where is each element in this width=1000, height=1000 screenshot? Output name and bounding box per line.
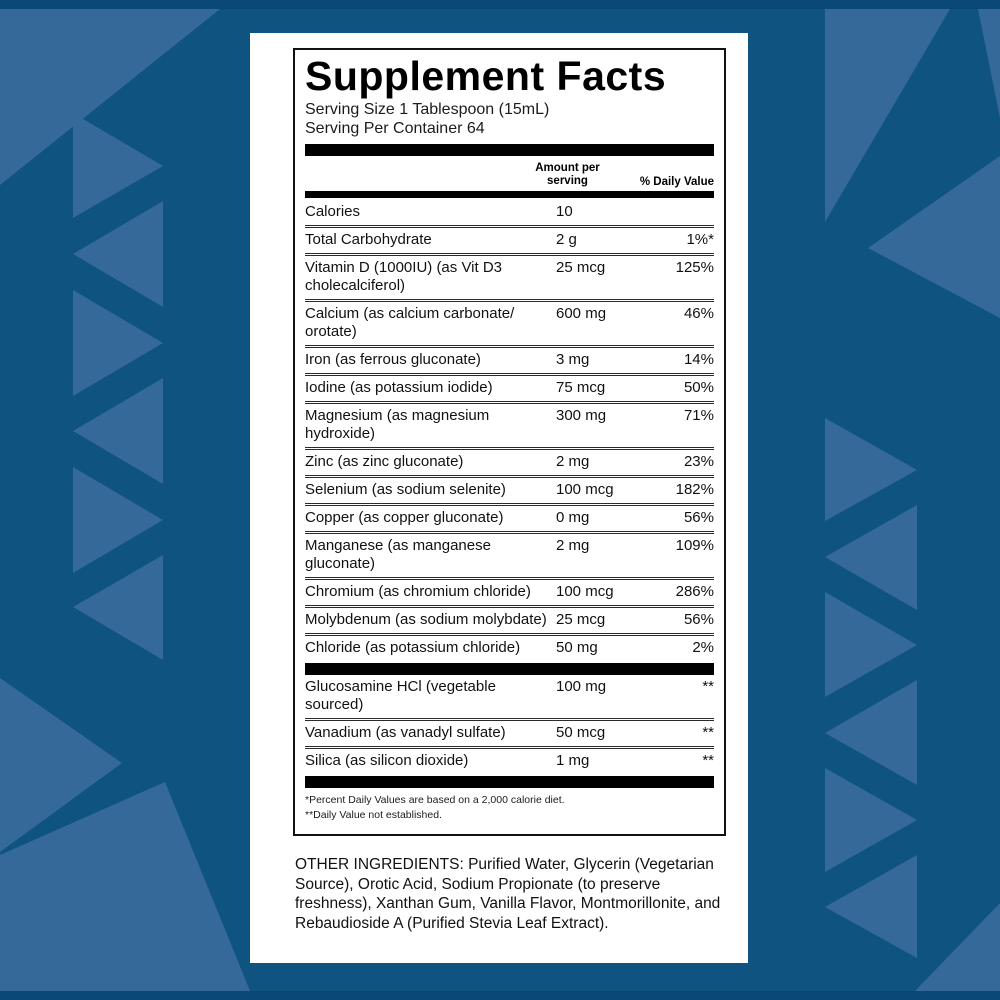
table-row bbox=[305, 636, 714, 661]
nutrient-name: Calories bbox=[305, 203, 361, 221]
footnote-daily-values: *Percent Daily Values are based on a 2,000 calorie diet. bbox=[305, 794, 565, 807]
nutrient-amount: 0 mg bbox=[556, 509, 590, 527]
divider-bar-thick bbox=[305, 144, 714, 156]
other-ingredients-text: OTHER INGREDIENTS: Purified Water, Glycerin (Vegetarian Source), Orotic Acid, Sodium Propionate (to preserve freshness), Xanthan Gum, Vanilla Flavor, Montmorillonite, and Rebaudioside A (Purified Stevia Leaf Extract). bbox=[295, 856, 721, 933]
supplement-label-panel bbox=[250, 33, 748, 963]
column-header-row bbox=[305, 156, 714, 191]
nutrient-daily-value: ** bbox=[702, 752, 714, 770]
nutrient-daily-value: 2% bbox=[692, 639, 714, 657]
nutrient-amount: 100 mg bbox=[556, 678, 607, 696]
footnotes bbox=[305, 788, 714, 825]
table-row bbox=[305, 608, 714, 633]
nutrient-amount: 3 mg bbox=[556, 351, 590, 369]
nutrient-amount: 2 mg bbox=[556, 537, 590, 555]
nutrient-daily-value: 46% bbox=[683, 305, 714, 323]
nutrient-amount: 75 mcg bbox=[556, 379, 606, 397]
nutrient-daily-value: 109% bbox=[675, 537, 714, 555]
nutrient-name: Molybdenum (as sodium molybdate) bbox=[305, 611, 547, 629]
footnote-not-established: **Daily Value not established. bbox=[305, 809, 442, 822]
nutrient-daily-value: 14% bbox=[683, 351, 714, 369]
table-row bbox=[305, 675, 714, 718]
nutrient-amount: 50 mg bbox=[556, 639, 598, 657]
table-row bbox=[305, 302, 714, 345]
nutrient-daily-value: ** bbox=[702, 678, 714, 696]
nutrient-name: Iron (as ferrous gluconate) bbox=[305, 351, 481, 369]
amount-header-line1: Amount per bbox=[535, 161, 600, 174]
top-edge-bar bbox=[0, 0, 1000, 9]
amount-per-serving-header bbox=[505, 162, 630, 188]
nutrient-amount: 25 mcg bbox=[556, 259, 606, 277]
nutrient-name: Copper (as copper gluconate) bbox=[305, 509, 504, 527]
nutrient-name: Calcium (as calcium carbonate/ orotate) bbox=[305, 305, 515, 341]
table-row bbox=[305, 348, 714, 373]
nutrient-amount: 50 mcg bbox=[556, 724, 606, 742]
divider-bar-mid bbox=[305, 191, 714, 198]
nutrient-name: Magnesium (as magnesium hydroxide) bbox=[305, 407, 490, 443]
daily-value-header: % Daily Value bbox=[639, 176, 714, 189]
nutrient-name: Silica (as silicon dioxide) bbox=[305, 752, 469, 770]
nutrient-daily-value: 182% bbox=[675, 481, 714, 499]
table-row bbox=[305, 721, 714, 746]
nutrient-amount: 1 mg bbox=[556, 752, 590, 770]
nutrient-amount: 2 g bbox=[556, 231, 577, 249]
table-row bbox=[305, 256, 714, 299]
nutrient-name: Iodine (as potassium iodide) bbox=[305, 379, 493, 397]
nutrient-amount: 300 mg bbox=[556, 407, 607, 425]
table-row bbox=[305, 534, 714, 577]
nutrient-name: Glucosamine HCl (vegetable sourced) bbox=[305, 678, 496, 714]
table-row bbox=[305, 749, 714, 774]
table-row bbox=[305, 228, 714, 253]
nutrient-name: Total Carbohydrate bbox=[305, 231, 432, 249]
nutrient-daily-value: 71% bbox=[683, 407, 714, 425]
nutrient-name: Chloride (as potassium chloride) bbox=[305, 639, 521, 657]
supplement-facts-box bbox=[293, 48, 726, 836]
nutrient-amount: 100 mcg bbox=[556, 481, 614, 499]
serving-size-text: Serving Size 1 Tablespoon (15mL) bbox=[305, 101, 550, 118]
divider-bar-thick bbox=[305, 776, 714, 788]
nutrient-name: Zinc (as zinc gluconate) bbox=[305, 453, 464, 471]
table-row bbox=[305, 404, 714, 447]
nutrient-amount: 25 mcg bbox=[556, 611, 606, 629]
nutrient-daily-value: 56% bbox=[683, 509, 714, 527]
nutrient-table bbox=[305, 200, 714, 788]
nutrient-daily-value: 56% bbox=[683, 611, 714, 629]
table-row bbox=[305, 580, 714, 605]
table-row bbox=[305, 478, 714, 503]
nutrient-daily-value: 50% bbox=[683, 379, 714, 397]
nutrient-amount: 100 mcg bbox=[556, 583, 614, 601]
table-row bbox=[305, 376, 714, 401]
nutrient-daily-value: 23% bbox=[683, 453, 714, 471]
supplement-facts-title: Supplement Facts bbox=[305, 53, 667, 99]
nutrient-daily-value bbox=[661, 203, 714, 221]
table-row bbox=[305, 506, 714, 531]
table-row bbox=[305, 450, 714, 475]
servings-per-container-text: Serving Per Container 64 bbox=[305, 119, 485, 137]
nutrient-amount: 600 mg bbox=[556, 305, 607, 323]
nutrient-daily-value: 286% bbox=[675, 583, 714, 601]
nutrient-name: Vitamin D (1000IU) (as Vit D3 cholecalciferol) bbox=[305, 259, 503, 295]
nutrient-daily-value: 125% bbox=[675, 259, 714, 277]
nutrient-name: Vanadium (as vanadyl sulfate) bbox=[305, 724, 506, 742]
nutrient-name: Chromium (as chromium chloride) bbox=[305, 583, 531, 601]
nutrient-daily-value: ** bbox=[702, 724, 714, 742]
nutrient-name: Manganese (as manganese gluconate) bbox=[305, 537, 491, 573]
nutrient-amount: 2 mg bbox=[556, 453, 590, 471]
table-row bbox=[305, 200, 714, 225]
nutrient-daily-value: 1%* bbox=[686, 231, 714, 249]
nutrient-name: Selenium (as sodium selenite) bbox=[305, 481, 506, 499]
amount-header-line2: serving bbox=[547, 174, 588, 187]
divider-bar-thick bbox=[305, 663, 714, 675]
nutrient-amount: 10 bbox=[556, 203, 573, 221]
bottom-edge-bar bbox=[0, 991, 1000, 1000]
